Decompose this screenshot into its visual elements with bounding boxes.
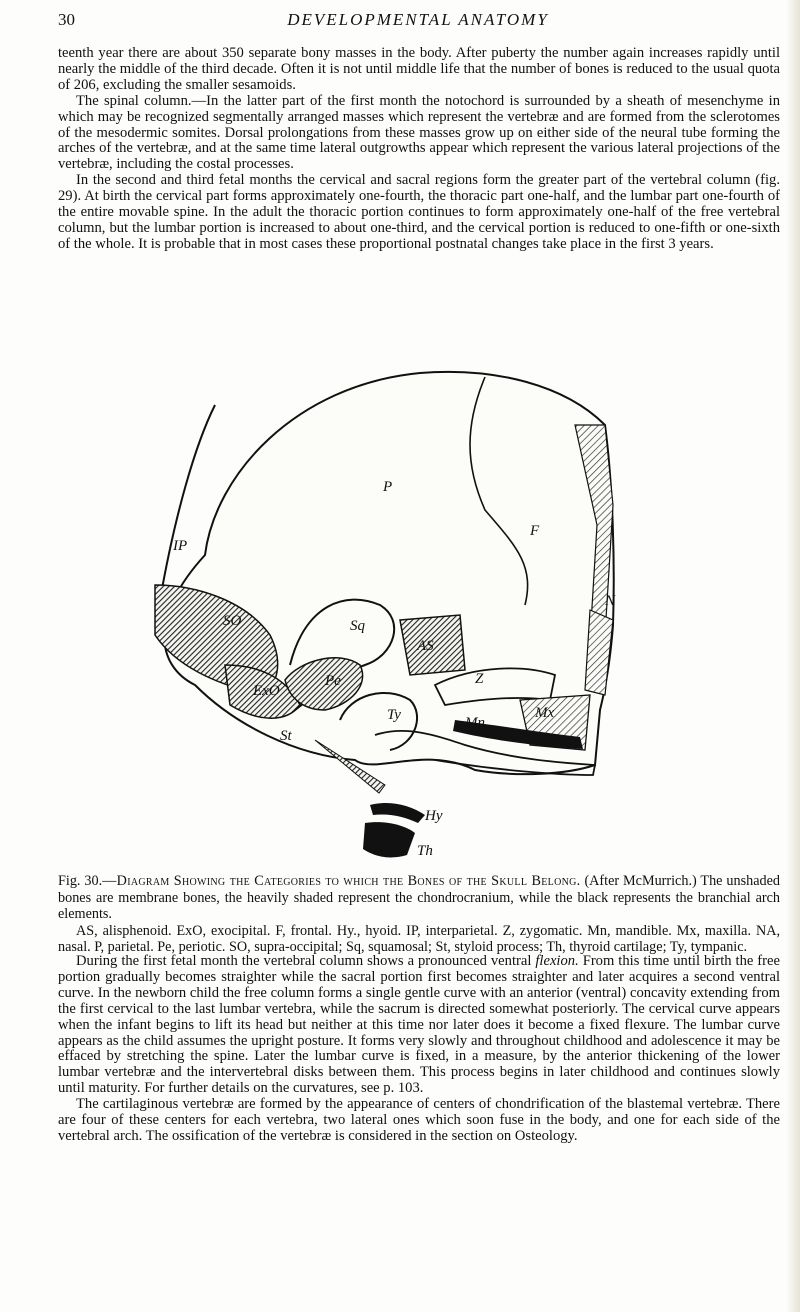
top-text-block — [58, 46, 780, 253]
label-n: N — [605, 593, 616, 609]
label-z: Z — [475, 671, 484, 687]
label-hy: Hy — [425, 808, 443, 824]
label-f: F — [530, 523, 540, 539]
hyoid-black — [370, 803, 425, 823]
page-header — [58, 10, 778, 36]
caption-fig-label: Fig. 30. — [58, 873, 103, 889]
label-exo: ExO — [253, 683, 280, 699]
page-edge-stain — [786, 0, 800, 1312]
label-sq: Sq — [350, 618, 365, 634]
running-title: DEVELOPMENTAL ANATOMY — [287, 10, 549, 29]
paragraph-curvature — [58, 954, 780, 1097]
label-th: Th — [417, 843, 433, 859]
flexion-term: flexion. — [535, 953, 579, 969]
label-p: P — [383, 479, 393, 495]
curvature-text-start: During the first fetal month the vertebral column shows a pronounced ventral — [76, 953, 536, 969]
label-st: St — [280, 728, 292, 744]
caption-legend: AS, alisphenoid. ExO, exocipital. F, frontal. Hy., hyoid. IP, interparietal. Z, zygomatic. Mn, mandible. Mx, maxilla. NA, nasal. P, parietal. Pe, periotic. SO, supra-occipital; Sq, squamosal; St, styloid process; Th, thyroid cartilage; Ty, tympanic. — [58, 922, 780, 956]
caption-title: —Diagram Showing the Categories to which the Bones of the Skull Belong. — [102, 873, 581, 889]
skull-diagram — [135, 365, 635, 870]
caption-body: (After McMurrich.) The unshaded bones are membrane bones, the heavily shaded represent the chondrocranium, while the black represents the branchial arch elements. — [58, 873, 780, 923]
thyroid-black — [363, 822, 415, 857]
paragraph-spinal-column — [58, 94, 780, 174]
curvature-text-rest: From this time until birth the free portion gradually becomes straighter while the sacral portion first becomes straighter and later acquires a second ventral curve. In the newborn child the free column forms a single gentle curve with an anterior (ventral) concavity extending from the first cervical to the last lumbar vertebra, while the sacrum is directed somewhat posteriorly. The cervical curve appears when the infant begins to lift its head but neither at this time nor later does it become a fixed flexure. The lumbar curve appears as the child assumes the upright posture. It forms very slowly and throughout childhood and adolescence it may be effaced by stretching the spine. Later the lumbar curve is fixed, in a measure, by the anterior thickening of the lower lumbar vertebræ and the intervertebral disks between them. This process begins in later childhood and continues slowly until maturity. For further details on the curvatures, see p. 103. — [58, 953, 780, 1097]
page-number: 30 — [58, 10, 75, 29]
label-ip: IP — [173, 538, 188, 554]
nasal-hatched-region — [585, 610, 613, 695]
label-mn: Mn — [465, 715, 485, 731]
label-as: AS — [417, 638, 434, 654]
figure-caption — [58, 873, 780, 956]
caption-title-line — [58, 873, 780, 923]
label-so: SO — [223, 613, 242, 629]
skull-diagram-figure — [135, 365, 635, 870]
spinal-column-text: In the latter part of the first month the notochord is surrounded by a sheath of mesenchyme in which may be recognized segmentally arranged masses which represent the vertebræ and are formed from the sclerotomes of the mesodermic somites. Dorsal prolongations from these masses grow up on either side of the neural tube forming the arches of the vertebræ, and at the same time lateral outgrowths appear which represent the various lateral projections of the vertebræ, including the costal processes. — [58, 92, 780, 173]
label-mx: Mx — [535, 705, 555, 721]
label-pe: Pe — [325, 673, 341, 689]
paragraph-fetal-months: In the second and third fetal months the cervical and sacral regions form the greater part of the vertebral column (fig. 29). At birth the cervical part forms approximately one-fourth, the thoracic part one-half, and the lumbar part one-fourth of the entire movable spine. In the adult the thoracic portion continues to form approximately one-half of the free vertebral column, but the lumbar portion is increased to about one-third, and the cervical portion is reduced to one-fifth or one-sixth of the whole. It is probable that in most cases these proportional postnatal changes take place in the first 3 years. — [58, 172, 780, 252]
paragraph-cartilaginous: The cartilaginous vertebræ are formed by the appearance of centers of chondrification of the blastemal vertebræ. There are four of these centers for each vertebra, two lateral ones which soon fuse in the body, and one for each side of the vertebral arch. The ossification of the vertebræ is considered in the section on Osteology. — [58, 1096, 780, 1144]
label-ty: Ty — [387, 707, 401, 723]
bottom-text-block — [58, 954, 780, 1145]
spinal-column-lead: The spinal column.— — [76, 92, 207, 109]
paragraph-bone-count: teenth year there are about 350 separate bony masses in the body. After puberty the number again increases rapidly until nearly the middle of the third decade. Often it is not until middle life that the number of bones is reduced to the usual quota of 206, excluding the smaller sesamoids. — [58, 45, 780, 93]
